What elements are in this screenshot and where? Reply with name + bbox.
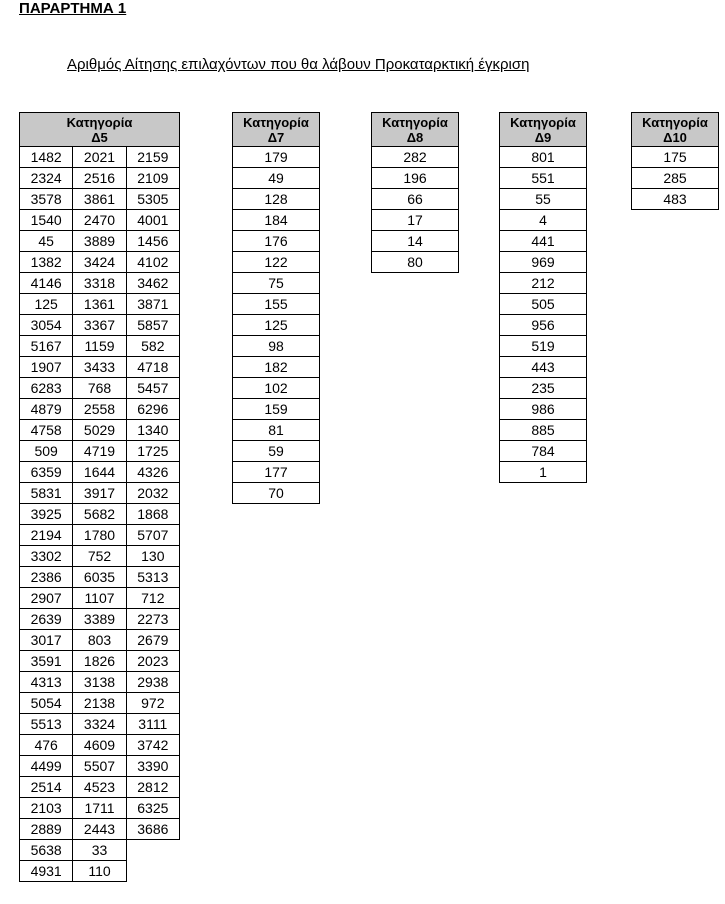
table-row bbox=[233, 357, 320, 378]
application-number-cell: 2558 bbox=[73, 399, 126, 420]
application-number-cell: 212 bbox=[500, 273, 587, 294]
application-number-cell: 2443 bbox=[73, 819, 126, 840]
table-row bbox=[632, 168, 719, 189]
application-number-cell: 5831 bbox=[20, 483, 73, 504]
table-row bbox=[20, 861, 180, 882]
application-number-cell: 972 bbox=[126, 693, 179, 714]
table-row bbox=[20, 609, 180, 630]
application-number-cell: 5305 bbox=[126, 189, 179, 210]
application-number-cell: 4718 bbox=[126, 357, 179, 378]
table-row bbox=[20, 462, 180, 483]
category-label: Κατηγορία bbox=[66, 114, 133, 130]
application-number-cell: 3054 bbox=[20, 315, 73, 336]
application-number-cell: 2109 bbox=[126, 168, 179, 189]
application-number-cell: 1361 bbox=[73, 294, 126, 315]
application-number-cell: 1711 bbox=[73, 798, 126, 819]
application-number-cell: 2889 bbox=[20, 819, 73, 840]
table-row bbox=[500, 273, 587, 294]
application-number-cell: 1780 bbox=[73, 525, 126, 546]
application-number-cell: 801 bbox=[500, 147, 587, 168]
application-number-cell: 5313 bbox=[126, 567, 179, 588]
application-number-cell: 81 bbox=[233, 420, 320, 441]
table-row bbox=[500, 147, 587, 168]
table-block-d7 bbox=[232, 112, 320, 504]
application-number-cell: 5457 bbox=[126, 378, 179, 399]
application-number-cell: 4146 bbox=[20, 273, 73, 294]
table-row bbox=[500, 231, 587, 252]
application-number-cell: 2907 bbox=[20, 588, 73, 609]
application-number-cell: 2324 bbox=[20, 168, 73, 189]
application-number-cell: 2938 bbox=[126, 672, 179, 693]
table-row bbox=[233, 420, 320, 441]
table-row bbox=[233, 378, 320, 399]
table-row bbox=[20, 168, 180, 189]
table-row bbox=[20, 441, 180, 462]
application-number-cell: 177 bbox=[233, 462, 320, 483]
table-row bbox=[20, 189, 180, 210]
application-number-cell: 1826 bbox=[73, 651, 126, 672]
application-number-cell: 179 bbox=[233, 147, 320, 168]
application-number-cell: 175 bbox=[632, 147, 719, 168]
application-number-cell: 1907 bbox=[20, 357, 73, 378]
category-table-d8 bbox=[371, 112, 459, 273]
application-number-cell: 176 bbox=[233, 231, 320, 252]
application-number-cell: 130 bbox=[126, 546, 179, 567]
application-number-cell: 3925 bbox=[20, 504, 73, 525]
table-row bbox=[372, 189, 459, 210]
table-header-row bbox=[20, 113, 180, 147]
table-row bbox=[20, 294, 180, 315]
table-row bbox=[20, 630, 180, 651]
application-number-cell: 3302 bbox=[20, 546, 73, 567]
application-number-cell: 4719 bbox=[73, 441, 126, 462]
table-row bbox=[233, 252, 320, 273]
application-number-cell: 4499 bbox=[20, 756, 73, 777]
application-number-cell: 3742 bbox=[126, 735, 179, 756]
application-number-cell: 80 bbox=[372, 252, 459, 273]
table-row bbox=[20, 840, 180, 861]
application-number-cell: 5513 bbox=[20, 714, 73, 735]
application-number-cell: 969 bbox=[500, 252, 587, 273]
empty-cell bbox=[126, 861, 179, 882]
application-number-cell: 2679 bbox=[126, 630, 179, 651]
category-table-d5 bbox=[19, 112, 180, 882]
table-row bbox=[20, 378, 180, 399]
table-row bbox=[233, 462, 320, 483]
application-number-cell: 49 bbox=[233, 168, 320, 189]
category-table-d7 bbox=[232, 112, 320, 504]
table-row bbox=[500, 462, 587, 483]
application-number-cell: 1 bbox=[500, 462, 587, 483]
application-number-cell: 182 bbox=[233, 357, 320, 378]
application-number-cell: 66 bbox=[372, 189, 459, 210]
category-label: Κατηγορία bbox=[510, 114, 576, 130]
application-number-cell: 285 bbox=[632, 168, 719, 189]
category-table-d9 bbox=[499, 112, 587, 483]
table-header-row bbox=[372, 113, 459, 147]
application-number-cell: 4326 bbox=[126, 462, 179, 483]
category-code: Δ8 bbox=[406, 129, 424, 145]
table-row bbox=[233, 441, 320, 462]
table-row bbox=[20, 273, 180, 294]
application-number-cell: 582 bbox=[126, 336, 179, 357]
table-row bbox=[233, 231, 320, 252]
application-number-cell: 2138 bbox=[73, 693, 126, 714]
application-number-cell: 956 bbox=[500, 315, 587, 336]
application-number-cell: 441 bbox=[500, 231, 587, 252]
application-number-cell: 1456 bbox=[126, 231, 179, 252]
table-row bbox=[20, 714, 180, 735]
table-row bbox=[233, 273, 320, 294]
application-number-cell: 505 bbox=[500, 294, 587, 315]
table-row bbox=[20, 315, 180, 336]
application-number-cell: 155 bbox=[233, 294, 320, 315]
table-row bbox=[372, 168, 459, 189]
application-number-cell: 184 bbox=[233, 210, 320, 231]
category-header bbox=[233, 113, 320, 147]
table-row bbox=[500, 420, 587, 441]
category-code: Δ5 bbox=[91, 129, 108, 145]
application-number-cell: 3318 bbox=[73, 273, 126, 294]
application-number-cell: 3017 bbox=[20, 630, 73, 651]
application-number-cell: 6296 bbox=[126, 399, 179, 420]
application-number-cell: 4001 bbox=[126, 210, 179, 231]
application-number-cell: 4609 bbox=[73, 735, 126, 756]
application-number-cell: 70 bbox=[233, 483, 320, 504]
table-row bbox=[20, 399, 180, 420]
table-row bbox=[20, 588, 180, 609]
table-row bbox=[500, 294, 587, 315]
application-number-cell: 3591 bbox=[20, 651, 73, 672]
table-row bbox=[233, 210, 320, 231]
table-row bbox=[372, 252, 459, 273]
application-number-cell: 768 bbox=[73, 378, 126, 399]
application-number-cell: 3889 bbox=[73, 231, 126, 252]
application-number-cell: 3390 bbox=[126, 756, 179, 777]
table-row bbox=[500, 336, 587, 357]
category-header bbox=[20, 113, 180, 147]
table-block-d9 bbox=[499, 112, 587, 483]
application-number-cell: 3324 bbox=[73, 714, 126, 735]
table-row bbox=[233, 189, 320, 210]
application-number-cell: 3367 bbox=[73, 315, 126, 336]
application-number-cell: 17 bbox=[372, 210, 459, 231]
application-number-cell: 4 bbox=[500, 210, 587, 231]
table-row bbox=[233, 483, 320, 504]
application-number-cell: 4523 bbox=[73, 777, 126, 798]
application-number-cell: 2032 bbox=[126, 483, 179, 504]
table-row bbox=[500, 210, 587, 231]
application-number-cell: 3389 bbox=[73, 609, 126, 630]
application-number-cell: 4313 bbox=[20, 672, 73, 693]
application-number-cell: 14 bbox=[372, 231, 459, 252]
table-row bbox=[372, 210, 459, 231]
application-number-cell: 2514 bbox=[20, 777, 73, 798]
application-number-cell: 803 bbox=[73, 630, 126, 651]
application-number-cell: 986 bbox=[500, 399, 587, 420]
table-row bbox=[233, 315, 320, 336]
application-number-cell: 1725 bbox=[126, 441, 179, 462]
application-number-cell: 3861 bbox=[73, 189, 126, 210]
application-number-cell: 2023 bbox=[126, 651, 179, 672]
application-number-cell: 4931 bbox=[20, 861, 73, 882]
table-row bbox=[20, 672, 180, 693]
application-number-cell: 125 bbox=[233, 315, 320, 336]
table-row bbox=[20, 756, 180, 777]
application-number-cell: 5167 bbox=[20, 336, 73, 357]
application-number-cell: 1382 bbox=[20, 252, 73, 273]
application-number-cell: 6359 bbox=[20, 462, 73, 483]
application-number-cell: 3424 bbox=[73, 252, 126, 273]
category-code: Δ9 bbox=[534, 129, 552, 145]
application-number-cell: 476 bbox=[20, 735, 73, 756]
table-row bbox=[500, 441, 587, 462]
table-row bbox=[20, 483, 180, 504]
application-number-cell: 59 bbox=[233, 441, 320, 462]
application-number-cell: 443 bbox=[500, 357, 587, 378]
application-number-cell: 1868 bbox=[126, 504, 179, 525]
application-number-cell: 4879 bbox=[20, 399, 73, 420]
application-number-cell: 5054 bbox=[20, 693, 73, 714]
application-number-cell: 519 bbox=[500, 336, 587, 357]
table-block-d8 bbox=[371, 112, 459, 273]
table-row bbox=[500, 378, 587, 399]
application-number-cell: 5707 bbox=[126, 525, 179, 546]
document-subtitle: Αριθμός Αίτησης επιλαχόντων που θα λάβουν Προκαταρκτική έγκριση bbox=[67, 56, 530, 73]
application-number-cell: 1482 bbox=[20, 147, 73, 168]
application-number-cell: 2021 bbox=[73, 147, 126, 168]
table-header-row bbox=[500, 113, 587, 147]
table-row bbox=[20, 525, 180, 546]
table-row bbox=[500, 399, 587, 420]
table-row bbox=[20, 777, 180, 798]
application-number-cell: 128 bbox=[233, 189, 320, 210]
table-row bbox=[372, 147, 459, 168]
category-header bbox=[632, 113, 719, 147]
application-number-cell: 2470 bbox=[73, 210, 126, 231]
table-row bbox=[20, 336, 180, 357]
table-row bbox=[233, 399, 320, 420]
application-number-cell: 2812 bbox=[126, 777, 179, 798]
application-number-cell: 4758 bbox=[20, 420, 73, 441]
table-row bbox=[20, 420, 180, 441]
category-code: Δ7 bbox=[267, 129, 285, 145]
table-row bbox=[20, 546, 180, 567]
table-row bbox=[632, 189, 719, 210]
application-number-cell: 2639 bbox=[20, 609, 73, 630]
table-block-d10 bbox=[631, 112, 719, 210]
application-number-cell: 2273 bbox=[126, 609, 179, 630]
table-row bbox=[20, 798, 180, 819]
category-code: Δ10 bbox=[663, 129, 687, 145]
application-number-cell: 2194 bbox=[20, 525, 73, 546]
table-row bbox=[20, 567, 180, 588]
application-number-cell: 5029 bbox=[73, 420, 126, 441]
empty-cell bbox=[126, 840, 179, 861]
application-number-cell: 6035 bbox=[73, 567, 126, 588]
category-label: Κατηγορία bbox=[642, 114, 708, 130]
application-number-cell: 885 bbox=[500, 420, 587, 441]
category-label: Κατηγορία bbox=[243, 114, 309, 130]
application-number-cell: 2103 bbox=[20, 798, 73, 819]
application-number-cell: 784 bbox=[500, 441, 587, 462]
application-number-cell: 551 bbox=[500, 168, 587, 189]
application-number-cell: 3138 bbox=[73, 672, 126, 693]
application-number-cell: 3433 bbox=[73, 357, 126, 378]
table-row bbox=[20, 252, 180, 273]
application-number-cell: 483 bbox=[632, 189, 719, 210]
table-row bbox=[500, 252, 587, 273]
table-header-row bbox=[632, 113, 719, 147]
table-row bbox=[233, 294, 320, 315]
application-number-cell: 1340 bbox=[126, 420, 179, 441]
application-number-cell: 3686 bbox=[126, 819, 179, 840]
application-number-cell: 2516 bbox=[73, 168, 126, 189]
application-number-cell: 1107 bbox=[73, 588, 126, 609]
application-number-cell: 6283 bbox=[20, 378, 73, 399]
table-row bbox=[20, 504, 180, 525]
application-number-cell: 282 bbox=[372, 147, 459, 168]
table-row bbox=[233, 336, 320, 357]
application-number-cell: 4102 bbox=[126, 252, 179, 273]
application-number-cell: 102 bbox=[233, 378, 320, 399]
application-number-cell: 509 bbox=[20, 441, 73, 462]
category-label: Κατηγορία bbox=[382, 114, 448, 130]
application-number-cell: 55 bbox=[500, 189, 587, 210]
application-number-cell: 5638 bbox=[20, 840, 73, 861]
application-number-cell: 3917 bbox=[73, 483, 126, 504]
table-row bbox=[500, 168, 587, 189]
application-number-cell: 1644 bbox=[73, 462, 126, 483]
application-number-cell: 3111 bbox=[126, 714, 179, 735]
application-number-cell: 125 bbox=[20, 294, 73, 315]
table-row bbox=[20, 210, 180, 231]
table-row bbox=[20, 693, 180, 714]
table-row bbox=[20, 735, 180, 756]
application-number-cell: 159 bbox=[233, 399, 320, 420]
category-header bbox=[372, 113, 459, 147]
application-number-cell: 75 bbox=[233, 273, 320, 294]
table-row bbox=[500, 357, 587, 378]
application-number-cell: 33 bbox=[73, 840, 126, 861]
application-number-cell: 3871 bbox=[126, 294, 179, 315]
table-header-row bbox=[233, 113, 320, 147]
table-row bbox=[20, 651, 180, 672]
application-number-cell: 3578 bbox=[20, 189, 73, 210]
table-row bbox=[500, 189, 587, 210]
table-row bbox=[20, 357, 180, 378]
page-heading: ΠΑΡΑΡΤΗΜΑ 1 bbox=[19, 0, 127, 17]
application-number-cell: 2386 bbox=[20, 567, 73, 588]
table-row bbox=[20, 819, 180, 840]
application-number-cell: 98 bbox=[233, 336, 320, 357]
table-row bbox=[20, 147, 180, 168]
table-row bbox=[500, 315, 587, 336]
table-row bbox=[632, 147, 719, 168]
application-number-cell: 2159 bbox=[126, 147, 179, 168]
application-number-cell: 6325 bbox=[126, 798, 179, 819]
application-number-cell: 5507 bbox=[73, 756, 126, 777]
table-row bbox=[233, 147, 320, 168]
category-table-d10 bbox=[631, 112, 719, 210]
application-number-cell: 45 bbox=[20, 231, 73, 252]
application-number-cell: 712 bbox=[126, 588, 179, 609]
application-number-cell: 196 bbox=[372, 168, 459, 189]
application-number-cell: 5682 bbox=[73, 504, 126, 525]
application-number-cell: 110 bbox=[73, 861, 126, 882]
application-number-cell: 1540 bbox=[20, 210, 73, 231]
application-number-cell: 752 bbox=[73, 546, 126, 567]
category-header bbox=[500, 113, 587, 147]
application-number-cell: 3462 bbox=[126, 273, 179, 294]
table-row bbox=[233, 168, 320, 189]
table-block-d5 bbox=[19, 112, 180, 882]
application-number-cell: 1159 bbox=[73, 336, 126, 357]
application-number-cell: 235 bbox=[500, 378, 587, 399]
application-number-cell: 122 bbox=[233, 252, 320, 273]
table-row bbox=[372, 231, 459, 252]
application-number-cell: 5857 bbox=[126, 315, 179, 336]
table-row bbox=[20, 231, 180, 252]
